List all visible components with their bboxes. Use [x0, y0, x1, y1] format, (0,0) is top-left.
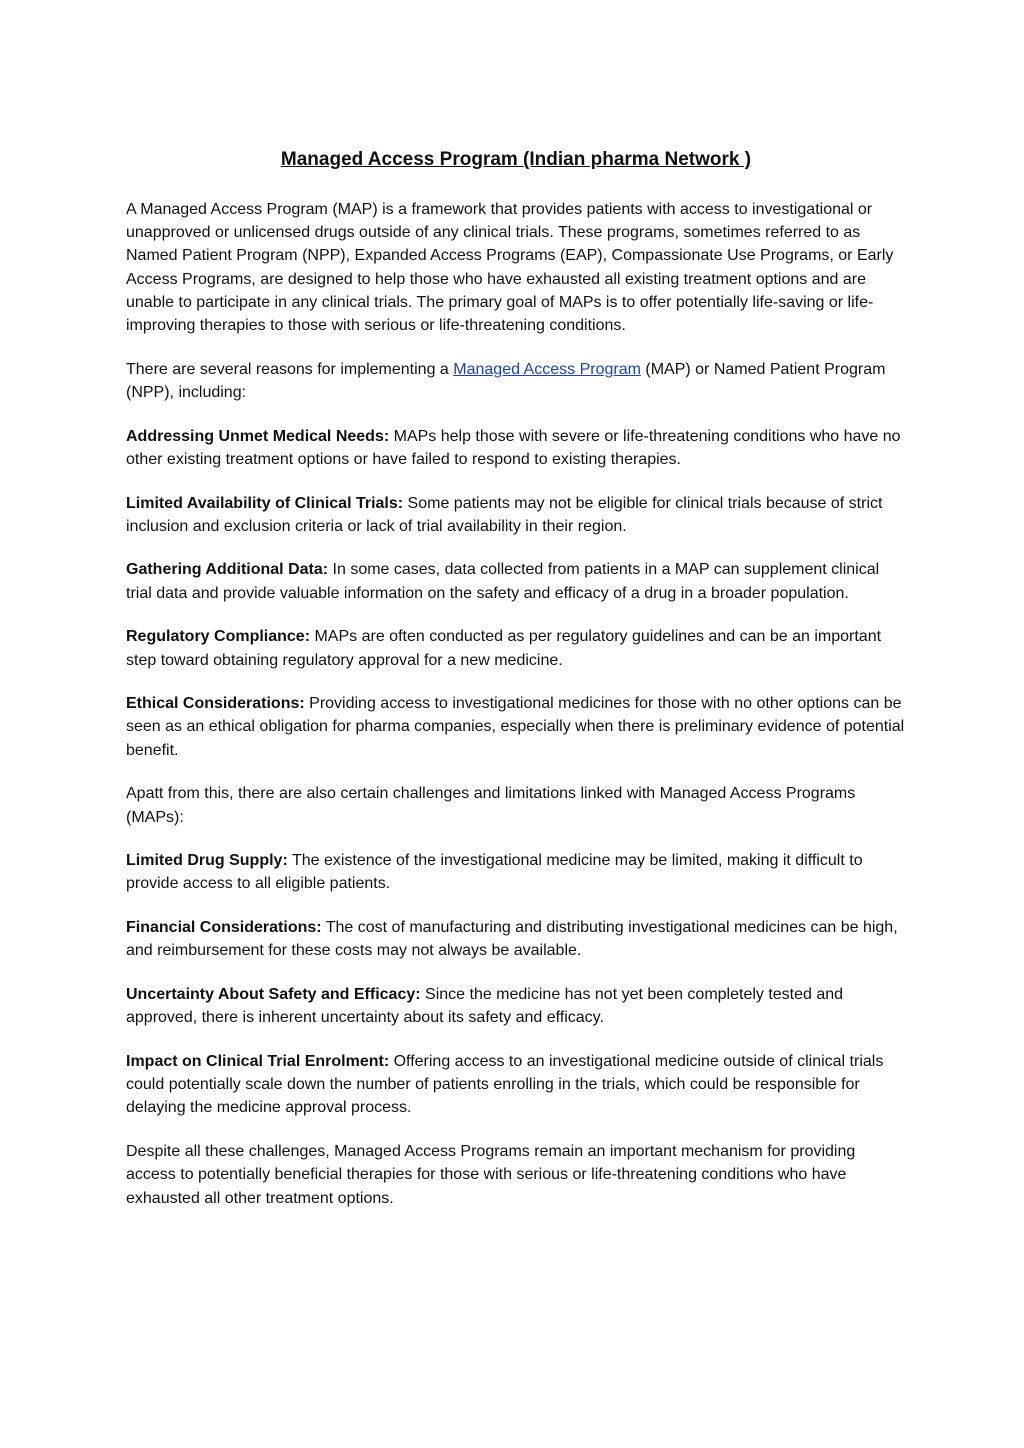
challenge-heading: Limited Drug Supply: — [126, 852, 288, 870]
document-page — [126, 146, 906, 1230]
reason-paragraph — [126, 558, 906, 604]
reason-heading: Gathering Additional Data: — [126, 561, 329, 579]
reasons-lead-paragraph — [126, 358, 906, 404]
challenge-paragraph — [126, 1050, 906, 1120]
reason-text: Providing access to investigational medicines for those with no other options can be seen as an ethical obligation for pharma companies, especially when there is preliminary evidence of potential benefit. — [126, 695, 905, 759]
challenge-text: Offering access to an investigational medicine outside of clinical trials could potentially scale down the number of patients enrolling in the trials, which could be responsible for delaying the medicine approval process. — [126, 1052, 884, 1117]
intro-paragraph: A Managed Access Program (MAP) is a framework that provides patients with access to investigational or unapproved or unlicensed drugs outside of any clinical trials. These programs, sometimes referred to as Named Patient Program (NPP), Expanded Access Programs (EAP), Compassionate Use Programs, or Early Access Programs, are designed to help those who have exhausted all existing treatment options and are unable to participate in any clinical trials. The primary goal of MAPs is to offer potentially life-saving or life-improving therapies to those with serious or life-threatening conditions. — [126, 201, 894, 335]
reason-text: MAPs help those with severe or life-threatening conditions who have no other existing treatment options or have failed to respond to existing therapies. — [126, 427, 901, 468]
reason-heading: Ethical Considerations: — [126, 695, 305, 713]
reason-heading: Limited Availability of Clinical Trials: — [126, 494, 404, 512]
challenge-heading: Uncertainty About Safety and Efficacy: — [126, 986, 421, 1004]
document-title: Managed Access Program (Indian pharma Network ) — [280, 149, 752, 170]
challenge-text: Since the medicine has not yet been completely tested and approved, there is inherent uncertainty about its safety and efficacy. — [126, 986, 844, 1027]
reason-text: Some patients may not be eligible for clinical trials because of strict inclusion and exclusion criteria or lack of trial availability in their region. — [126, 494, 883, 535]
reason-text: In some cases, data collected from patients in a MAP can supplement clinical trial data and provide valuable information on the safety and efficacy of a drug in a broader population. — [126, 561, 880, 602]
challenge-paragraph — [126, 916, 906, 962]
challenge-text: The cost of manufacturing and distributing investigational medicines can be high, and reimbursement for these costs may not always be available. — [126, 919, 898, 960]
conclusion-paragraph: Despite all these challenges, Managed Access Programs remain an important mechanism for providing access to potentially beneficial therapies for those with serious or life-threatening conditions who have exhausted all other treatment options. — [126, 1143, 856, 1207]
challenge-heading: Impact on Clinical Trial Enrolment: — [126, 1052, 390, 1070]
reason-heading: Addressing Unmet Medical Needs: — [126, 427, 390, 445]
challenge-text: The existence of the investigational medicine may be limited, making it difficult to provide access to all eligible patients. — [126, 852, 863, 893]
reason-paragraph — [126, 492, 906, 538]
reasons-lead-before: There are several reasons for implementing a — [126, 360, 454, 378]
reason-text: MAPs are often conducted as per regulatory guidelines and can be an important step toward obtaining regulatory approval for a new medicine. — [126, 628, 882, 669]
challenges-lead-paragraph: Apatt from this, there are also certain challenges and limitations linked with Managed Access Programs (MAPs): — [126, 785, 856, 826]
managed-access-program-link[interactable]: Managed Access Program — [453, 360, 641, 378]
reason-heading: Regulatory Compliance: — [126, 628, 311, 646]
challenge-paragraph — [126, 849, 906, 895]
challenge-paragraph — [126, 983, 906, 1029]
reason-paragraph — [126, 625, 906, 671]
challenge-heading: Financial Considerations: — [126, 919, 322, 937]
reason-paragraph — [126, 425, 906, 471]
reason-paragraph — [126, 692, 906, 762]
reasons-lead-after: (MAP) or Named Patient Program (NPP), including: — [126, 360, 886, 401]
